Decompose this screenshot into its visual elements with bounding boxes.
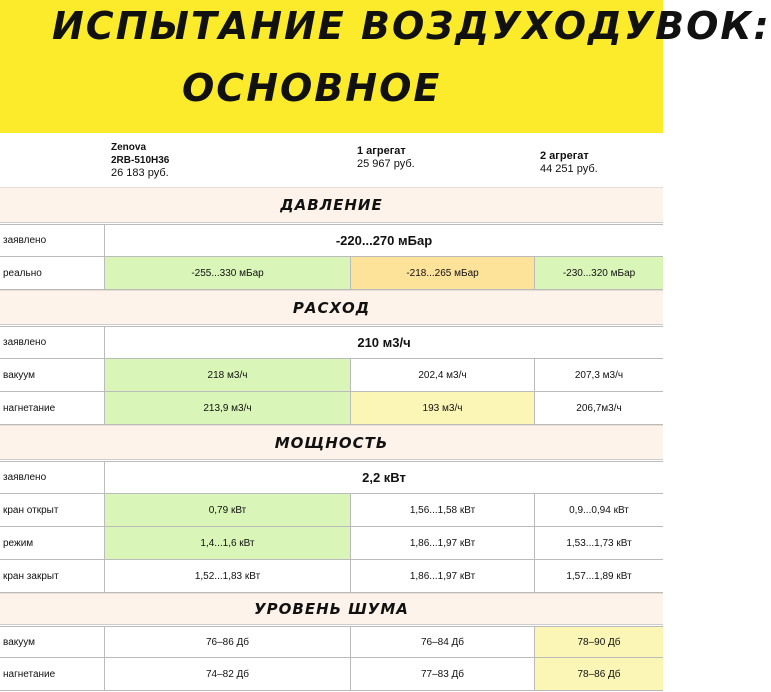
value-cell: -255...330 мБар [105, 257, 351, 289]
row-label: кран закрыт [0, 560, 105, 592]
row-label: реально [0, 257, 105, 289]
header-product-unit2 [540, 150, 598, 176]
value-cell: 207,3 м3/ч [574, 369, 624, 381]
header-product-unit1 [357, 145, 415, 171]
table-row [0, 257, 663, 290]
declared-value: -220...270 мБар [335, 233, 433, 248]
declared-value: 210 м3/ч [357, 335, 411, 350]
section-header-power [0, 425, 663, 460]
value-cell: 206,7м3/ч [576, 402, 622, 414]
header-product-name: Zenova [111, 142, 147, 153]
value-cell: 1,53...1,73 кВт [566, 537, 632, 549]
header-product-name: 2 агрегат [540, 150, 589, 162]
value-cell: 78–90 Дб [535, 627, 663, 657]
value-cell: 1,86...1,97 кВт [351, 527, 535, 559]
section-header-pressure [0, 187, 663, 223]
value-cell: 193 м3/ч [351, 392, 535, 424]
header-product-price: 44 251 руб. [540, 163, 598, 175]
section-header-noise [0, 593, 663, 625]
value-cell: 78–86 Дб [535, 658, 663, 690]
table-row [0, 359, 663, 392]
value-cell: 77–83 Дб [351, 658, 535, 690]
row-label: заявлено [0, 225, 105, 256]
value-cell: 202,4 м3/ч [351, 359, 535, 391]
value-cell: 213,9 м3/ч [105, 392, 351, 424]
value-cell: 74–82 Дб [105, 658, 351, 690]
column-header [0, 137, 663, 185]
row-label: заявлено [0, 327, 105, 358]
row-label: вакуум [0, 359, 105, 391]
value-cell: -218...265 мБар [351, 257, 535, 289]
row-label: нагнетание [0, 658, 105, 690]
header-product-price: 25 967 руб. [357, 158, 415, 170]
page-title-line2: ОСНОВНОЕ [182, 66, 442, 110]
section-title: РАСХОД [292, 298, 371, 317]
header-product-model: 2RB-510H36 [111, 155, 170, 166]
page-title-line1: ИСПЫТАНИЕ ВОЗДУХОДУВОК: [52, 4, 771, 48]
table-row [0, 658, 663, 691]
table-row-declared [0, 326, 663, 359]
declared-value: 2,2 кВт [362, 470, 406, 485]
value-cell: 218 м3/ч [105, 359, 351, 391]
header-product-name: 1 агрегат [357, 145, 406, 157]
section-title: МОЩНОСТЬ [274, 433, 389, 452]
value-cell: 76–86 Дб [105, 627, 351, 657]
title-banner [0, 0, 771, 133]
section-header-flow [0, 290, 663, 325]
table-row [0, 626, 663, 658]
row-label: режим [0, 527, 105, 559]
value-cell: 0,9...0,94 кВт [569, 504, 629, 516]
value-cell: -230...320 мБар [535, 257, 663, 289]
table-row-declared [0, 461, 663, 494]
row-label: заявлено [0, 462, 105, 493]
value-cell: 0,79 кВт [105, 494, 351, 526]
value-cell: 1,86...1,97 кВт [351, 560, 535, 592]
value-cell: 1,4...1,6 кВт [105, 527, 351, 559]
table-row-declared [0, 224, 663, 257]
section-title: ДАВЛЕНИЕ [280, 196, 383, 214]
header-product-zenova [111, 141, 169, 180]
section-title: УРОВЕНЬ ШУМА [254, 600, 409, 618]
header-product-price: 26 183 руб. [111, 167, 169, 179]
row-label: нагнетание [0, 392, 105, 424]
value-cell: 1,56...1,58 кВт [351, 494, 535, 526]
value-cell: 76–84 Дб [351, 627, 535, 657]
table-row [0, 494, 663, 527]
value-cell: 1,57...1,89 кВт [566, 570, 632, 582]
row-label: кран открыт [0, 494, 105, 526]
table-row [0, 527, 663, 560]
table-row [0, 392, 663, 425]
value-cell: 1,52...1,83 кВт [105, 560, 351, 592]
row-label: вакуум [0, 627, 105, 657]
table-row [0, 560, 663, 593]
